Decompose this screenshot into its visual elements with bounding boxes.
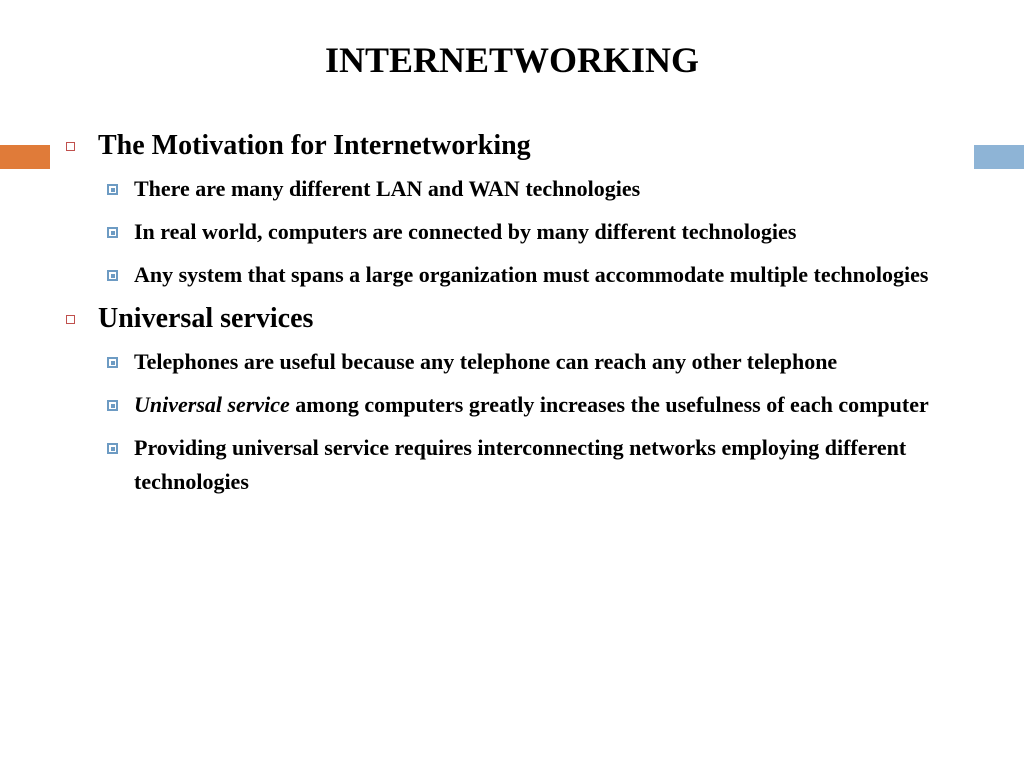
list-item-text: There are many different LAN and WAN technologies [134,176,641,201]
list-item-text: Any system that spans a large organization must accommodate multiple technologies [134,262,929,287]
list-item [60,388,960,422]
list-item-text [134,392,929,417]
section-heading [60,128,960,164]
section-heading-text: The Motivation for Internetworking [98,130,531,161]
bullet-list [60,345,960,499]
square-bullet-icon [107,400,118,411]
list-item [60,172,960,206]
list-item [60,431,960,499]
slide-title: INTERNETWORKING [324,40,700,80]
accent-bar-right [974,145,1024,169]
bullet-list [60,172,960,292]
square-bullet-icon [107,227,118,238]
square-bullet-icon [107,357,118,368]
list-item [60,215,960,249]
list-item-text: Providing universal service requires interconnecting networks employing different technologies [134,435,907,494]
slide-body [60,128,960,508]
square-bullet-icon [107,443,118,454]
list-item-emphasis: Universal service [134,392,290,417]
section-heading [60,301,960,337]
list-item-rest: among computers greatly increases the usefulness of each computer [289,392,929,417]
list-item [60,258,960,292]
list-item-text: In real world, computers are connected by many different technologies [134,219,797,244]
section-heading-text: Universal services [98,303,314,334]
square-bullet-icon [107,270,118,281]
hollow-square-bullet-icon [66,142,75,151]
square-bullet-icon [107,184,118,195]
list-item-text: Telephones are useful because any telephone can reach any other telephone [134,349,838,374]
list-item [60,345,960,379]
hollow-square-bullet-icon [66,315,75,324]
accent-bar-left [0,145,50,169]
